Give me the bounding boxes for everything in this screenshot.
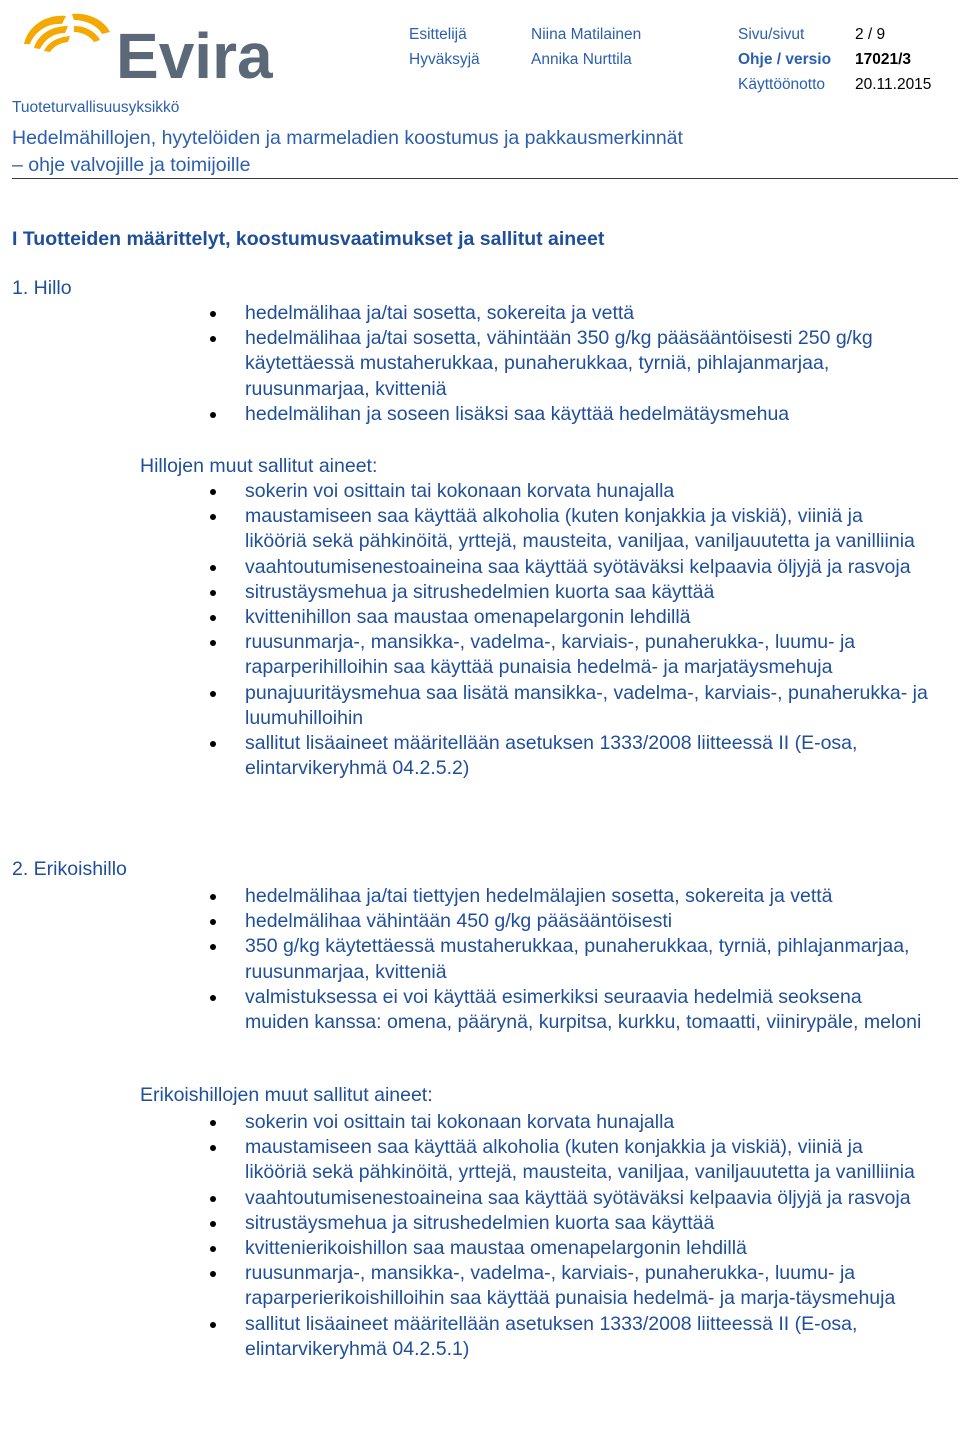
bullet-icon — [210, 1246, 216, 1252]
unit-name: Tuoteturvallisuusyksikkö — [12, 99, 180, 116]
list-item: vaahtoutumisenestoaineina saa käyttää syötäväksi kelpaavia öljyjä ja rasvoja — [210, 1186, 928, 1211]
bullet-icon — [210, 1221, 216, 1227]
list-item: sitrustäysmehua ja sitrushedelmien kuorta saa käyttää — [210, 580, 928, 605]
list-item: sokerin voi osittain tai kokonaan korvata hunajalla — [210, 479, 928, 504]
bullet-icon — [210, 919, 216, 925]
list-item: punajuuritäysmehua saa lisätä mansikka-, vadelma-, karviais-, punaherukka- ja luumuhilloihin — [210, 681, 928, 731]
page-label: Sivu/sivut — [738, 26, 805, 43]
list-item: maustamiseen saa käyttää alkoholia (kuten konjakkia ja viskiä), viiniä ja likööriä sekä pähkinöitä, yrttejä, mausteita, vaniljaa, vaniljauutetta ja vanilliinia — [210, 504, 928, 554]
bullet-icon — [210, 489, 216, 495]
list-item: ruusunmarja-, mansikka-, vadelma-, karviais-, punaherukka-, luumu- ja raparperierikoishilloihin saa käyttää punaisia hedelmä- ja marja-täysmehuja — [210, 1261, 928, 1311]
list-item: sallitut lisäaineet määritellään asetuksen 1333/2008 liitteessä II (E-osa, elintarvikeryhmä 04.2.5.1) — [210, 1312, 928, 1362]
bullet-icon — [210, 640, 216, 646]
list-item: sitrustäysmehua ja sitrushedelmien kuorta saa käyttää — [210, 1211, 928, 1236]
document-title-line-2: – ohje valvojille ja toimijoille — [12, 154, 251, 176]
list-item: ruusunmarja-, mansikka-, vadelma-, karviais-, punaherukka-, luumu- ja raparperihilloihin saa käyttää punaisia hedelmä- ja marjatäysmehuja — [210, 630, 928, 680]
hillo-other-list — [210, 479, 928, 781]
header-labels-2 — [738, 22, 831, 97]
bullet-icon — [210, 995, 216, 1001]
list-item: hedelmälihan ja soseen lisäksi saa käyttää hedelmätäysmehua — [210, 402, 928, 427]
erikoishillo-list — [210, 884, 928, 1035]
list-item: sokerin voi osittain tai kokonaan korvata hunajalla — [210, 1110, 928, 1135]
erikoishillo-other-list — [210, 1110, 928, 1362]
presenter-name: Niina Matilainen — [531, 26, 642, 43]
bullet-icon — [210, 894, 216, 900]
bullet-icon — [210, 944, 216, 950]
list-item: vaahtoutumisenestoaineina saa käyttää syötäväksi kelpaavia öljyjä ja rasvoja — [210, 555, 928, 580]
bullet-icon — [210, 565, 216, 571]
list-item: hedelmälihaa ja/tai sosetta, sokereita ja vettä — [210, 301, 928, 326]
list-item: valmistuksessa ei voi käyttää esimerkiksi seuraavia hedelmiä seoksena muiden kanssa: omena, päärynä, kurpitsa, kurkku, tomaatti, viinirypäle, meloni — [210, 985, 928, 1035]
bullet-icon — [210, 311, 216, 317]
approver-label: Hyväksyjä — [409, 51, 480, 68]
list-item: 350 g/kg käytettäessä mustaherukkaa, punaherukkaa, tyrniä, pihlajanmarjaa, ruusunmarjaa, kvitteniä — [210, 934, 928, 984]
header-divider — [12, 178, 958, 179]
presenter-label: Esittelijä — [409, 26, 467, 43]
document-title-line-1: Hedelmähillojen, hyytelöiden ja marmeladien koostumus ja pakkausmerkinnät — [12, 127, 683, 149]
bullet-icon — [210, 1196, 216, 1202]
page-number: 2 / 9 — [855, 26, 886, 43]
bullet-icon — [210, 1145, 216, 1151]
bullet-icon — [210, 1271, 216, 1277]
header-values-1 — [531, 22, 641, 72]
list-item: hedelmälihaa ja/tai tiettyjen hedelmälajien sosetta, sokereita ja vettä — [210, 884, 928, 909]
list-item: maustamiseen saa käyttää alkoholia (kuten konjakkia ja viskiä), viiniä ja likööriä sekä pähkinöitä, yrttejä, mausteita, vaniljaa, vaniljauutetta ja vanilliinia — [210, 1135, 928, 1185]
bullet-icon — [210, 1120, 216, 1126]
bullet-icon — [210, 741, 216, 747]
effective-date: 20.11.2015 — [855, 76, 932, 93]
version-label: Ohje / versio — [738, 51, 832, 68]
header-labels-1 — [409, 22, 480, 72]
document-title — [12, 125, 683, 179]
approver-name: Annika Nurttila — [531, 51, 632, 68]
evira-logo — [18, 4, 278, 88]
bullet-icon — [210, 1322, 216, 1328]
bullet-icon — [210, 412, 216, 418]
list-item: hedelmälihaa ja/tai sosetta, vähintään 350 g/kg pääsääntöisesti 250 g/kg käytettäessä mustaherukkaa, punaherukkaa, tyrniä, pihlajanmarjaa, ruusunmarjaa, kvitteniä — [210, 326, 928, 402]
bullet-icon — [210, 590, 216, 596]
list-item: sallitut lisäaineet määritellään asetuksen 1333/2008 liitteessä II (E-osa, elintarvikeryhmä 04.2.5.2) — [210, 731, 928, 781]
erikoishillo-label: 2. Erikoishillo — [12, 858, 127, 880]
bullet-icon — [210, 336, 216, 342]
evira-wordmark: Evira — [116, 20, 273, 88]
bullet-icon — [210, 514, 216, 520]
bullet-icon — [210, 615, 216, 621]
erikoishillo-other-heading: Erikoishillojen muut sallitut aineet: — [140, 1084, 433, 1106]
list-item: kvittenierikoishillon saa maustaa omenapelargonin lehdillä — [210, 1236, 928, 1261]
version-number: 17021/3 — [855, 51, 912, 68]
hillo-list — [210, 301, 928, 427]
hillo-other-heading: Hillojen muut sallitut aineet: — [140, 455, 378, 477]
effective-label: Käyttöönotto — [738, 76, 826, 93]
list-item: kvittenihillon saa maustaa omenapelargonin lehdillä — [210, 605, 928, 630]
evira-sun-rays-icon — [24, 14, 110, 52]
section-title: I Tuotteiden määrittelyt, koostumusvaatimukset ja sallitut aineet — [12, 228, 605, 250]
header-values-2 — [855, 22, 931, 97]
hillo-label: 1. Hillo — [12, 277, 72, 299]
list-item: hedelmälihaa vähintään 450 g/kg pääsääntöisesti — [210, 909, 928, 934]
bullet-icon — [210, 691, 216, 697]
